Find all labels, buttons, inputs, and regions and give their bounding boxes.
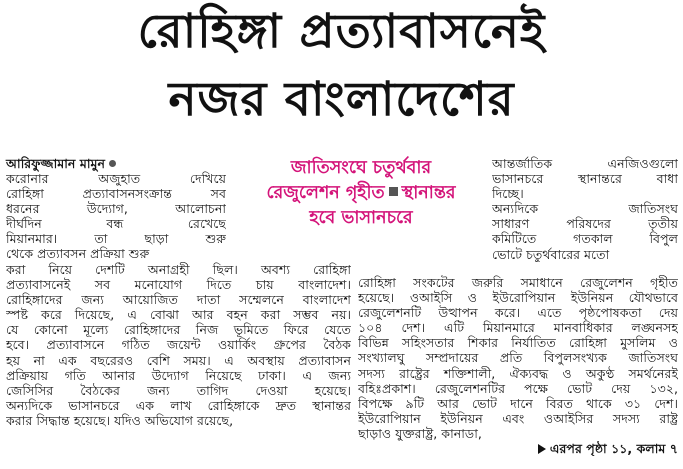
text-line: রোহিঙ্গা সংকটের জরুরি সমাধানে রেজুলেশন গৃহীত <box>358 275 678 290</box>
subheadline-line-2 <box>236 181 486 206</box>
text-line: জেসিসির বৈঠকের জন্য তাগিদ দেওয়া হয়েছে। <box>6 382 351 398</box>
square-bullet-icon <box>389 187 398 196</box>
subheadline-line-1: জাতিসংঘে চতুর্থবার <box>290 158 432 178</box>
text-line: দীর্ঘদিন বন্ধ রেখেছে <box>6 216 226 232</box>
text-line: হবে। প্রত্যাবাসনে গঠিত জয়েন্ট ওয়ার্কিং গ্রুপের বৈঠক <box>6 337 351 353</box>
subheadline <box>236 156 486 231</box>
text-line: থেকে প্রত্যাবসন প্রক্রিয়া শুরু <box>6 246 150 262</box>
text-line: রেজুলেশনটি উত্থাপন করে। এতে পৃষ্ঠপোষকতা দেয় <box>358 305 678 321</box>
text-line: ইউরোপিয়ান ইউনিয়ন এবং ওআইসির সদস্য রাষ্ট্র <box>358 410 678 426</box>
text-line: স্পষ্ট করে দিয়েছে, এ বোঝা আর বহন করা সম্ভব নয়। <box>6 307 351 323</box>
text-line: রোহিঙ্গা প্রত্যাবাসনসংক্রান্ত সব <box>6 186 226 202</box>
text-line: আন্তর্জাতিক এনজিওগুলো <box>492 156 678 171</box>
text-line: করার সিদ্ধান্ত হয়েছে। যদিও অভিযোগ রয়েছে, <box>6 412 234 428</box>
continuation-line <box>358 441 678 456</box>
text-line: ধরনের উদ্যোগ, আলোচনা <box>6 201 226 217</box>
text-line: ভোটে চতুর্থবারের মতো <box>492 246 610 262</box>
text-line: দিচ্ছে। <box>492 186 524 202</box>
byline-row <box>6 156 241 171</box>
subheadline-line-2b: স্থানান্তর <box>401 183 456 203</box>
bullet-icon <box>109 160 116 167</box>
text-line: প্রক্রিয়ায় গতি আনার উদ্যোগ নিয়েছে ঢাকা। এ জন্য <box>6 367 351 383</box>
text-line: মিয়ানমার। তা ছাড়া শুরু <box>6 231 226 247</box>
text-line: রোহিঙ্গাদের জন্য আয়োজিত দাতা সম্মেলনে বাংলাদেশ <box>6 292 351 308</box>
byline: আরিফুজ্জামান মামুন <box>6 156 105 171</box>
triangle-marker-icon <box>538 444 546 454</box>
headline-line-2: নজর বাংলাদেশের <box>168 72 515 127</box>
text-line: সদস্য রাষ্ট্রের শক্তিশালী, ঐক্যবদ্ধ ও অকুণ্ঠ সমর্থনেরই <box>358 365 678 381</box>
text-line: ছাড়াও যুক্তরাষ্ট্র, কানাডা, <box>358 425 482 441</box>
column-left-wide <box>6 262 351 428</box>
text-line: করোনার অজুহাত দেখিয়ে <box>6 171 226 186</box>
text-line: কমিটিতে গতকাল বিপুল <box>492 231 678 247</box>
text-line: অন্যদিকে জাতিসংঘ <box>492 201 678 217</box>
subheadline-line-2a: রেজুলেশন গৃহীত <box>266 183 385 203</box>
text-line: বহিঃপ্রকাশ। রেজুলেশনটির পক্ষে ভোট দেয় ১৩২, <box>358 380 678 396</box>
text-line: হয়েছে। ওআইসি ও ইউরোপিয়ান ইউনিয়ন যৌথভাবে <box>358 290 678 306</box>
text-line: সংখ্যালঘু সম্প্রদায়ের প্রতি বিপুলসংখ্যক জাতিসংঘ <box>358 350 678 366</box>
text-line: যে কোনো মূল্যে রোহিঙ্গাদের নিজ ভূমিতে ফিরে যেতে <box>6 322 351 338</box>
column-right-narrow <box>492 156 678 262</box>
text-line: ১০৪ দেশ। এটি মিয়ানমারে মানবাধিকার লঙ্ঘনসহ <box>358 320 678 336</box>
text-line: ভাসানচরে স্থানান্তরে বাধা <box>492 171 678 187</box>
column-right-wide <box>358 275 678 456</box>
text-line: অন্যদিকে ভাসানচরে এক লাখ রোহিঙ্গাকে দ্রুত স্থানান্তর <box>6 397 351 413</box>
text-line: হয় না এক বছরেরও বেশি সময়। এ অবস্থায় প্রত্যাবাসন <box>6 352 351 368</box>
headline-line-1: রোহিঙ্গা প্রত্যাবাসনেই <box>137 4 546 59</box>
text-line: প্রত্যাবাসনেই সব মনোযোগ দিতে চায় বাংলাদেশ। <box>6 277 351 293</box>
text-line: বিভিন্ন সহিংসতার শিকার নির্যাতিত রোহিঙ্গা মুসলিম ও <box>358 335 678 351</box>
text-line: বিপক্ষে ৯টি আর ভোট দানে বিরত থাকে ৩১ দেশ। <box>358 395 678 411</box>
text-line: সাধারণ পরিষদের তৃতীয় <box>492 216 678 232</box>
column-left-narrow <box>6 171 226 262</box>
text-line: করা নিয়ে দেশটি অনাগ্রহী ছিল। অবশ্য রোহিঙ্গা <box>6 262 351 277</box>
page-jump-reference: এরপর পৃষ্ঠা ১১, কলাম ৭ <box>549 441 678 457</box>
subheadline-line-3: হবে ভাসানচরে <box>309 208 413 228</box>
